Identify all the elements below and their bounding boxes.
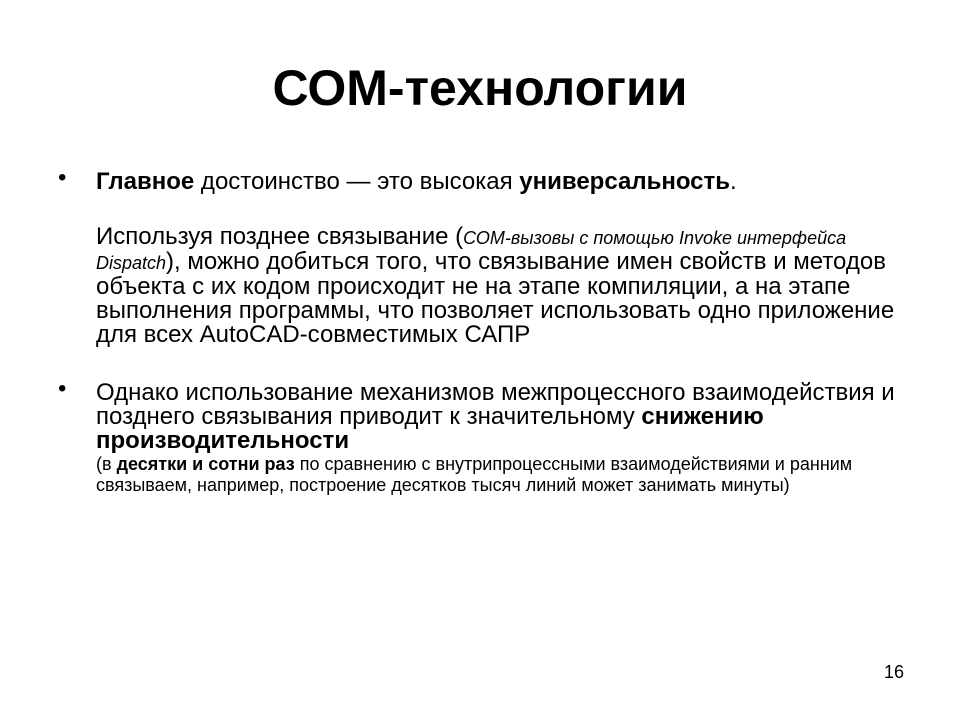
slide-title: СОМ-технологии <box>272 60 688 116</box>
text-span: по сравнению с внутрипроцессными взаимодействиями и ранним связываем, например, построение десятков тысяч линий может занимать минуты) <box>96 454 853 495</box>
text-span: (в <box>96 454 117 474</box>
bullet-list <box>58 164 918 496</box>
text-span: Однако использование механизмов межпроцессного взаимодействия и позднего связывания приводит к значительному <box>96 379 895 430</box>
bullet-1-paragraph-1 <box>96 170 918 194</box>
bullet-2-paragraph <box>96 381 918 453</box>
bullet-marker: • <box>58 164 67 191</box>
text-span: Используя позднее связывание ( <box>96 223 464 250</box>
bullet-2-note <box>96 454 918 496</box>
text-span: . <box>730 168 737 195</box>
bullet-marker: • <box>58 375 67 402</box>
text-span: ), можно добиться того, что связывание имен свойств и методов объекта с их кодом происходит не на этапе компиляции, а на этапе выполнения программы, что позволяет использовать одно приложение для всех AutoCAD-совместимых САПР <box>96 248 895 348</box>
bullet-item <box>58 164 918 348</box>
bold-text: снижению производительности <box>96 403 764 454</box>
bullet-item <box>58 375 918 496</box>
bold-text: десятки и сотни раз <box>116 454 295 474</box>
page-number: 16 <box>883 662 904 682</box>
text-span: достоинство — это высокая <box>194 168 520 195</box>
bullet-1-paragraph-2 <box>96 225 918 347</box>
bold-text: универсальность <box>519 168 731 195</box>
italic-text: СОМ-вызовы с помощью Invoke интерфейса Dispatch <box>96 228 847 273</box>
bold-text: Главное <box>96 168 195 195</box>
